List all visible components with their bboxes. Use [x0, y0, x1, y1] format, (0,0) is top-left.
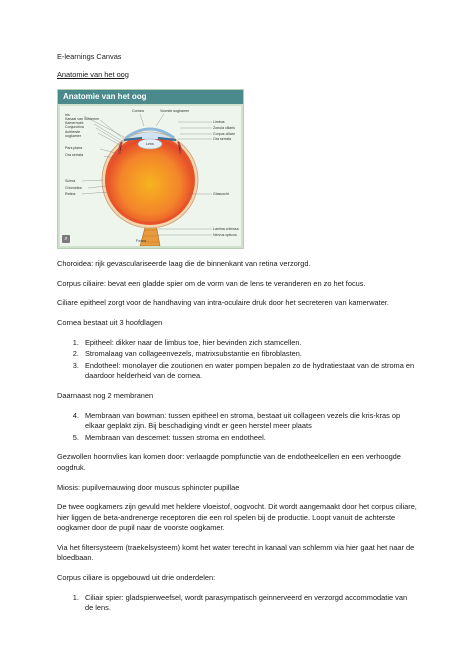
label-pars-plana: Pars plana — [65, 146, 83, 151]
list-corpus-parts — [57, 593, 417, 614]
list-cornea-layers — [57, 338, 417, 382]
label-fovea: Fovea — [136, 239, 146, 244]
label-conjunctiva: Conjunctiva — [65, 125, 84, 130]
figure-title: Anatomie van het oog — [63, 92, 147, 102]
vitreous-shape — [108, 138, 192, 222]
paragraph-daarnaast: Daarnaast nog 2 membranen — [57, 390, 154, 400]
label-cornea: Cornea — [132, 109, 144, 114]
eye-anatomy-figure — [57, 89, 244, 249]
list-item: 5. Membraan van descemet: tussen stroma en endotheel. — [81, 433, 417, 444]
label-lens: Lens — [146, 142, 154, 147]
label-zonula-ciliaris: Zonula ciliaris — [213, 126, 235, 131]
document-heading: E-learnings Canvas — [57, 52, 122, 61]
paragraph-ciliare-epitheel: Ciliare epitheel zorgt voor de handhaving van intra-oculaire druk door het secreteren van kamerwater. — [57, 298, 389, 308]
section-heading-anatomie: Anatomie van het oog — [57, 69, 129, 79]
paragraph-choroidea: Choroidea: rijk gevasculariseerde laag die de binnenkant van retina verzorgd. — [57, 259, 311, 269]
paragraph-corpus-ciliaire: Corpus ciliaire: bevat een gladde spier om de vorm van de lens te veranderen en zo het focus. — [57, 278, 366, 288]
label-sclera: Sclera — [65, 179, 76, 184]
list-item: 4. Membraan van bowman: tussen epitheel en stroma, bestaat uit collageen vezels die kris-kras op elkaar geplakt zijn. Bij beschadiging vindt er geen herstel meer plaats — [81, 411, 417, 432]
label-ora-serrata-left: Ora serrata — [65, 153, 84, 158]
label-limbus: Limbus — [213, 120, 225, 125]
label-kanaal-van-schlemm: Kanaal van Schlemm — [65, 117, 99, 122]
label-choroidea: Choroidea — [65, 186, 82, 191]
label-ora-serrata-right: Ora serrata — [213, 137, 232, 142]
list-item: 2. Stromalaag van collageenvezels, matrixsubstantie en fibroblasten. — [81, 349, 417, 360]
label-nervus-opticus: Nervus opticus — [213, 233, 237, 238]
list-item: 1. Epitheel: dikker naar de limbus toe, hier bevinden zich stamcellen. — [81, 338, 417, 349]
label-iris: Iris — [65, 113, 70, 118]
list-membranes — [57, 411, 417, 444]
figure-canvas — [60, 106, 241, 246]
paragraph-filtersysteem: Via het filtersysteem (traekelsysteem) komt het water terecht in kanaal van schlemm via hier gaat het naar de bloedbaan. — [57, 542, 415, 563]
paragraph-oogkamers: De twee oogkamers zijn gevuld met heldere vloeistof, oogvocht. Dit wordt aangemaakt door het corpus ciliare, hier liggen de beta-andrenerge receptoren die een rol spelen bij de productie. Loopt vanuit de achterste oogkamer door de pupil naar de voorste oogkamer. — [57, 502, 417, 533]
label-corpus-ciliare: Corpus ciliare — [213, 132, 235, 137]
paragraph-gezwollen-hoornvlies: Gezwollen hoornvlies kan komen door: verlaagde pompfunctie van de endotheelcellen en een verhoogde oogdruk. — [57, 452, 401, 472]
label-kamerhoek: Kamerhoek — [65, 121, 84, 126]
label-lamina-cribrosa: Lamina cribrosa — [213, 227, 239, 232]
paragraph-corpus-opgebouwd: Corpus ciliare is opgebouwd uit drie onderdelen: — [57, 573, 216, 583]
label-retina: Retina — [65, 192, 76, 197]
label-achterste-oogkamer: Achterste oogkamer — [65, 130, 81, 139]
paragraph-miosis: Miosis: pupilvernauwing door muscus sphincter pupillae — [57, 482, 240, 492]
document-page — [57, 52, 417, 623]
label-glasvocht: Glasvocht — [213, 192, 229, 197]
label-voorste-oogkamer: Voorste oogkamer — [160, 109, 190, 114]
list-item: 1. Ciliair spier: gladspierweefsel, wordt parasympatisch geinnerveerd en verzorgd accommodatie van de lens. — [81, 593, 417, 614]
paragraph-cornea-intro: Cornea bestaat uit 3 hoofdlagen — [57, 317, 163, 327]
figure-header — [58, 90, 243, 104]
zoom-icon[interactable]: ⌕ — [62, 235, 70, 243]
list-item: 3. Endotheel: monolayer die zoutionen en water pompen bepalen zo de hydratiestaat van de stroma en daardoor helderheid van de cornea. — [81, 361, 417, 382]
